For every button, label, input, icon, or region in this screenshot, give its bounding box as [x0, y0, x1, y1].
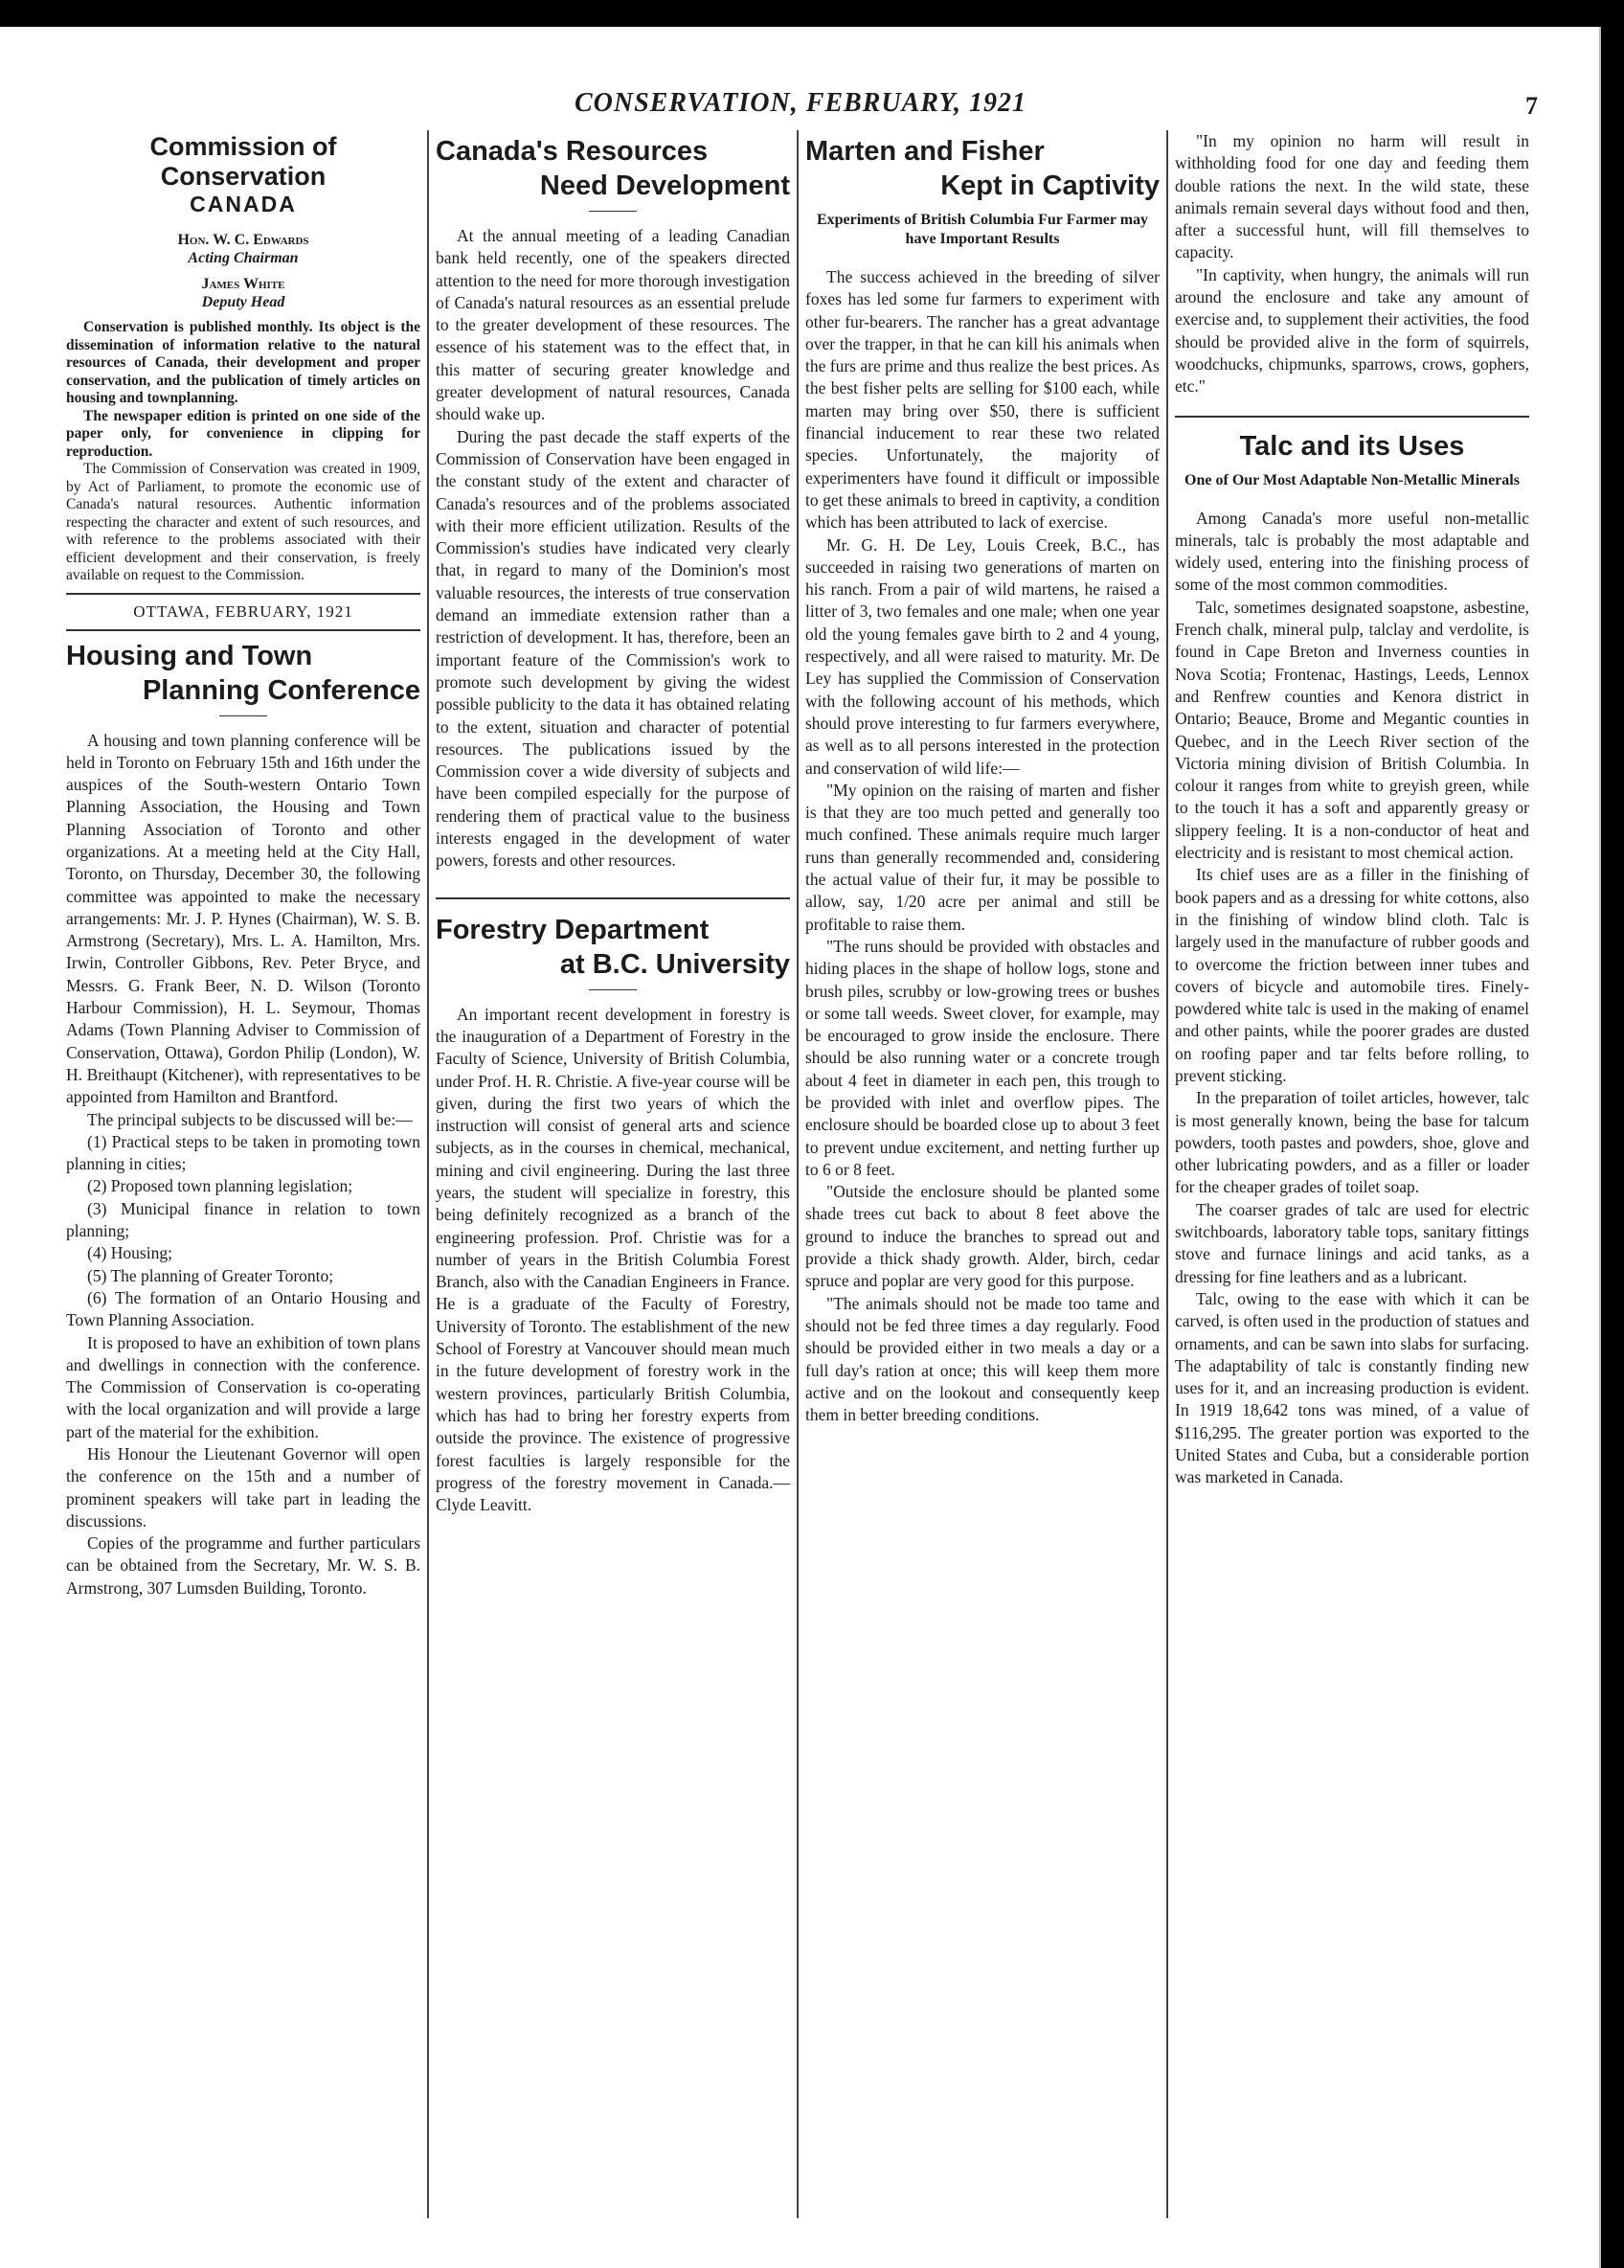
paragraph: Talc, owing to the ease with which it can be carved, is often used in the production of statues and ornaments, and can be sawn into slabs for surfacing. The adaptability of talc is constantly finding new uses for it, and an increasing production is evident. In 1919 18,642 tons was mined, of a value of $116,295. The greater portion was exported to the United States and Cuba, but a considerable portion was marketed in Canada. — [1175, 1288, 1529, 1487]
headline-line: Planning Conference — [142, 674, 420, 706]
divider — [66, 629, 420, 631]
columns — [63, 130, 1538, 2218]
scan-top-border — [0, 0, 1624, 27]
scan-right-border — [1601, 0, 1624, 2268]
article-subdeck: Experiments of British Columbia Fur Farmer may have Important Results — [816, 212, 1149, 247]
paragraph: "The runs should be provided with obstacles and hiding places in the shape of hollow logs, stone and brush piles, scrubby or low-growing trees or bushes or some tall weeds. Sweet clover, for example, may be encouraged to grow inside the enclosure. There should be also running water or a concrete trough about 4 feet in diameter in each pen, this trough to be provided with inlet and overflow pipes. The enclosure should be boarded close up to about 3 feet to prevent undue excitement, and netting further up to 6 or 8 feet. — [805, 936, 1160, 1179]
dateline: OTTAWA, FEBRUARY, 1921 — [133, 601, 353, 621]
officer-role: Acting Chairman — [188, 250, 299, 266]
article-forestry — [436, 913, 790, 1517]
headline-line: Marten and Fisher — [805, 136, 1045, 167]
officer-name: Hon. W. C. Edwards — [177, 232, 309, 248]
paragraph: Copies of the programme and further particulars can be obtained from the Secretary, Mr. W. S. B. Armstrong, 307 Lumsden Building, Toronto. — [66, 1533, 420, 1598]
paragraph: "The animals should not be made too tame and should not be fed three times a day regularly. Food should be provided either in two meals a day or a full day's ration at once; this will keep them more active and on the lookout and consequently keep them in better breeding conditions. — [805, 1293, 1160, 1425]
paragraph: "Outside the enclosure should be planted some shade trees cut back to about 8 feet above the ground to induce the branches to spread out and provide a thick shady growth. Alder, birch, cedar spruce and poplar are very good for this purpose. — [805, 1182, 1160, 1291]
headline-line: Housing and Town — [66, 640, 313, 671]
article-talc — [1175, 429, 1529, 1489]
paragraph: Its chief uses are as a filler in the finishing of book papers and as a dressing for white cottons, also in the finishing of window blind cloth. Talc is largely used in the manufacture of rubber goods and to overcome the friction between inner tubes and covers of bicycle and automobile tires. Finely-powdered white talc is used in the making of enamel and other paints, while the poorer grades are dusted on roofing paper and tar felts before rolling, to prevent sticking. — [1175, 865, 1529, 1085]
article-headline — [436, 134, 790, 203]
divider — [66, 593, 420, 595]
article-subdeck: One of Our Most Adaptable Non-Metallic Minerals — [1184, 471, 1520, 488]
divider — [436, 897, 790, 899]
list-item: (2) Proposed town planning legislation; — [87, 1176, 353, 1196]
paragraph: It is proposed to have an exhibition of town plans and dwellings in connection with the conference. The Commission of Conservation is co-operating with the local organization and will provide a large part of the material for the exhibition. — [66, 1332, 420, 1441]
officer-name: James White — [201, 276, 285, 292]
paragraph: During the past decade the staff experts of the Commission of Conservation have been engaged in the constant study of the extent and character of Canada's resources and of the problems associated with their more efficient utilization. Results of the Commission's studies have indicated very clearly that, in regard to many of the Dominion's most valuable resources, the interests of true conservation demand an immediate extension rather than a restriction of development. It has, therefore, been an important feature of the Commission's work to promote such development by giving the widest possible publicity to the data it has obtained relating to the extent, situation and character of potential resources. The publications issued by the Commission cover a wide diversity of subjects and have been compiled especially for the purpose of rendering them of practical value to the business interests engaged in the development of water powers, forests and other resources. — [436, 426, 790, 871]
headline-line: Forestry Department — [436, 914, 710, 945]
masthead-title: Commission of Conservation — [149, 132, 337, 191]
headline-line: at B.C. University — [559, 948, 790, 980]
article-marten-continued — [1175, 130, 1529, 398]
column-3 — [802, 130, 1162, 2218]
list-item: (4) Housing; — [87, 1243, 172, 1263]
paragraph: An important recent development in forestry is the inauguration of a Department of Forestry in the Faculty of Science, University of British Columbia, under Prof. H. R. Christie. A five-year course will be given, during the first two years of which the instruction will consist of general arts and science subjects, as in the courses in chemical, mechanical, mining and civil engineering. During the last three years, the student will specialize in forestry, this being definitely recognized as a branch of the engineering profession. Prof. Christie was for a number of years in the British Columbia Forest Branch, also with the Canadian Engineers in France. He is a graduate of the Faculty of Forestry, University of Toronto. The establishment of the new School of Forestry at Vancouver should mean much in the future development of forestry work in the western provinces, particularly British Columbia, which has had to bring her forestry experts from outside the province. The existence of progressive forest faculties is largely responsible for the progress of the forestry movement in Canada.—Clyde Leavitt. — [436, 1004, 790, 1515]
paragraph: The principal subjects to be discussed will be:— — [87, 1109, 413, 1129]
divider — [219, 715, 267, 716]
running-head — [63, 88, 1538, 126]
masthead — [66, 132, 420, 631]
paragraph: His Honour the Lieutenant Governor will open the conference on the 15th and a number of prominent speakers will take part in leading the discussions. — [66, 1444, 420, 1531]
article-headline — [805, 134, 1160, 203]
list-item: (5) The planning of Greater Toronto; — [87, 1265, 334, 1285]
headline-line: Talc and its Uses — [1239, 430, 1465, 462]
paragraph: "In captivity, when hungry, the animals will run around the enclosure and take any amount of exercise and, to supplement their activities, the food should be provided alive in the form of squirrels, woodchucks, chipmunks, sparrows, crows, gophers, etc." — [1175, 264, 1529, 397]
article-housing — [66, 639, 420, 1600]
headline-line: Kept in Captivity — [940, 170, 1160, 201]
paragraph: The coarser grades of talc are used for electric switchboards, laboratory table tops, sanitary fittings stove and furnace linings and acid tanks, as a dressing for fine leathers and as a lubricant. — [1175, 1199, 1529, 1286]
column-rule — [797, 130, 799, 2218]
column-rule — [1166, 130, 1168, 2218]
masthead-subtitle: CANADA — [190, 192, 297, 216]
paragraph: Mr. G. H. De Ley, Louis Creek, B.C., has succeeded in raising two generations of marten on his ranch. From a pair of wild martens, he raised a litter of 3, two females and one male; when one year old the young females gave birth to 2 and 4 young, respectively, and all were raised to maturity. Mr. De Ley has supplied the Commission of Conservation with the following account of his methods, which should prove interesting to fur farmers everywhere, as well as to all persons interested in the protection and conservation of wild life:— — [805, 534, 1160, 778]
list-item: (3) Municipal finance in relation to town planning; — [66, 1198, 420, 1241]
page-number: 7 — [1525, 92, 1538, 120]
divider — [589, 989, 637, 990]
paragraph: At the annual meeting of a leading Canadian bank held recently, one of the speakers directed attention to the need for more thorough investigation of Canada's natural resources as an essential prelude to the greater development of these resources. The essence of his statement was to the effect that, in this matter of securing greater knowledge and greater development of natural resources, Canada should wake up. — [436, 226, 790, 424]
officer-role: Deputy Head — [201, 294, 285, 310]
column-1 — [63, 130, 423, 2218]
paragraph: The success achieved in the breeding of silver foxes has led some fur farmers to experiment with other fur-bearers. The rancher has a great advantage over the trapper, in that he can kill his animals when the furs are prime and thus realize the best prices. As the best fisher pelts are selling for $100 each, while marten may bring over $50, there is sufficient financial inducement to rear these two related species. Unfortunately, the majority of experimenters have found it difficult or impossible to get these animals to breed in captivity, a condition which has been attributed to lack of exercise. — [805, 267, 1160, 533]
column-rule — [427, 130, 429, 2218]
article-marten — [805, 134, 1160, 1426]
newspaper-page — [63, 67, 1538, 2212]
masthead-note: Conservation is published monthly. Its object is the dissemination of information relative to the natural resources of Canada, their development and proper conservation, and the publication of timely articles on housing and townplanning. — [66, 319, 420, 406]
paragraph: "My opinion on the raising of marten and fisher is that they are too much petted and generally too much confined. These animals require much larger runs than generally recommended and, considering the actual value of their fur, it may be possible to allow, say, 1/20 acre per animal and still be profitable to raise them. — [805, 780, 1160, 934]
headline-line: Canada's Resources — [436, 136, 709, 167]
paragraph: A housing and town planning conference will be held in Toronto on February 15th and 16th under the auspices of the South-western Ontario Town Planning Association, the Housing and Town Planning Association of Toronto and other organizations. At a meeting held at the City Hall, Toronto, on Thursday, December 30, the following committee was appointed to make the necessary arrangements: Mr. J. P. Hynes (Chairman), W. S. B. Armstrong (Secretary), Mrs. L. A. Hamilton, Mrs. Irwin, Controller Gibbons, Rev. Peter Bryce, and Messrs. G. Frank Beer, N. D. Wilson (Toronto Harbour Commission), H. L. Seymour, Thomas Adams (Town Planning Adviser to Commission of Conservation, Ottawa), Gordon Philip (London), W. H. Breithaupt (Kitchener), with representatives to be appointed from Hamilton and Brantford. — [66, 730, 420, 1107]
article-resources — [436, 134, 790, 873]
paragraph: "In my opinion no harm will result in withholding food for one day and feeding them double rations the next. In the wild state, these animals remain several days without food and then, after a successful hunt, will fill themselves to capacity. — [1175, 131, 1529, 262]
paragraph: In the preparation of toilet articles, however, talc is most generally known, being the base for talcum powders, tooth pastes and powders, shoe, glove and other lubricating powders, and as a filler or loader for the cheaper grades of toilet soap. — [1175, 1088, 1529, 1197]
divider — [589, 211, 637, 212]
page-edge — [1599, 27, 1601, 2268]
headline-line: Need Development — [539, 170, 790, 201]
article-headline — [1175, 429, 1529, 464]
divider — [1175, 416, 1529, 418]
article-headline — [436, 913, 790, 982]
paragraph: Talc, sometimes designated soapstone, asbestine, French chalk, mineral pulp, talclay and verdolite, is found in Cape Breton and Inverness counties in Nova Scotia; Frontenac, Hastings, Leeds, Lennox and Renfrew counties and Kenora district in Ontario; Beauce, Brome and Megantic counties in Quebec, and in the Leech River section of the Victoria mining division of British Columbia. In colour it ranges from white to greyish green, while to the touch it has a soft and apparently greasy or slippery feeling. It is a non-conductor of heat and electricity and is resistant to most chemical action. — [1175, 597, 1529, 863]
masthead-note: The newspaper edition is printed on one side of the paper only, for convenience in clipping for reproduction. — [66, 407, 420, 460]
paragraph: Among Canada's more useful non-metallic minerals, talc is probably the most adaptable and widely used, entering into the finishing process of some of the most common commodities. — [1175, 508, 1529, 595]
list-item: (1) Practical steps to be taken in promoting town planning in cities; — [66, 1131, 420, 1174]
masthead-note: The Commission of Conservation was created in 1909, by Act of Parliament, to promote the economic use of Canada's natural resources. Authentic information respecting the character and extent of such resources, and with reference to the problems associated with their efficient development and their conservation, is freely available on request to the Commission. — [66, 461, 420, 583]
running-title: CONSERVATION, FEBRUARY, 1921 — [574, 88, 1026, 118]
column-2 — [433, 130, 793, 2218]
article-headline — [66, 639, 420, 708]
list-item: (6) The formation of an Ontario Housing and Town Planning Association. — [66, 1287, 420, 1330]
column-4 — [1172, 130, 1532, 2218]
